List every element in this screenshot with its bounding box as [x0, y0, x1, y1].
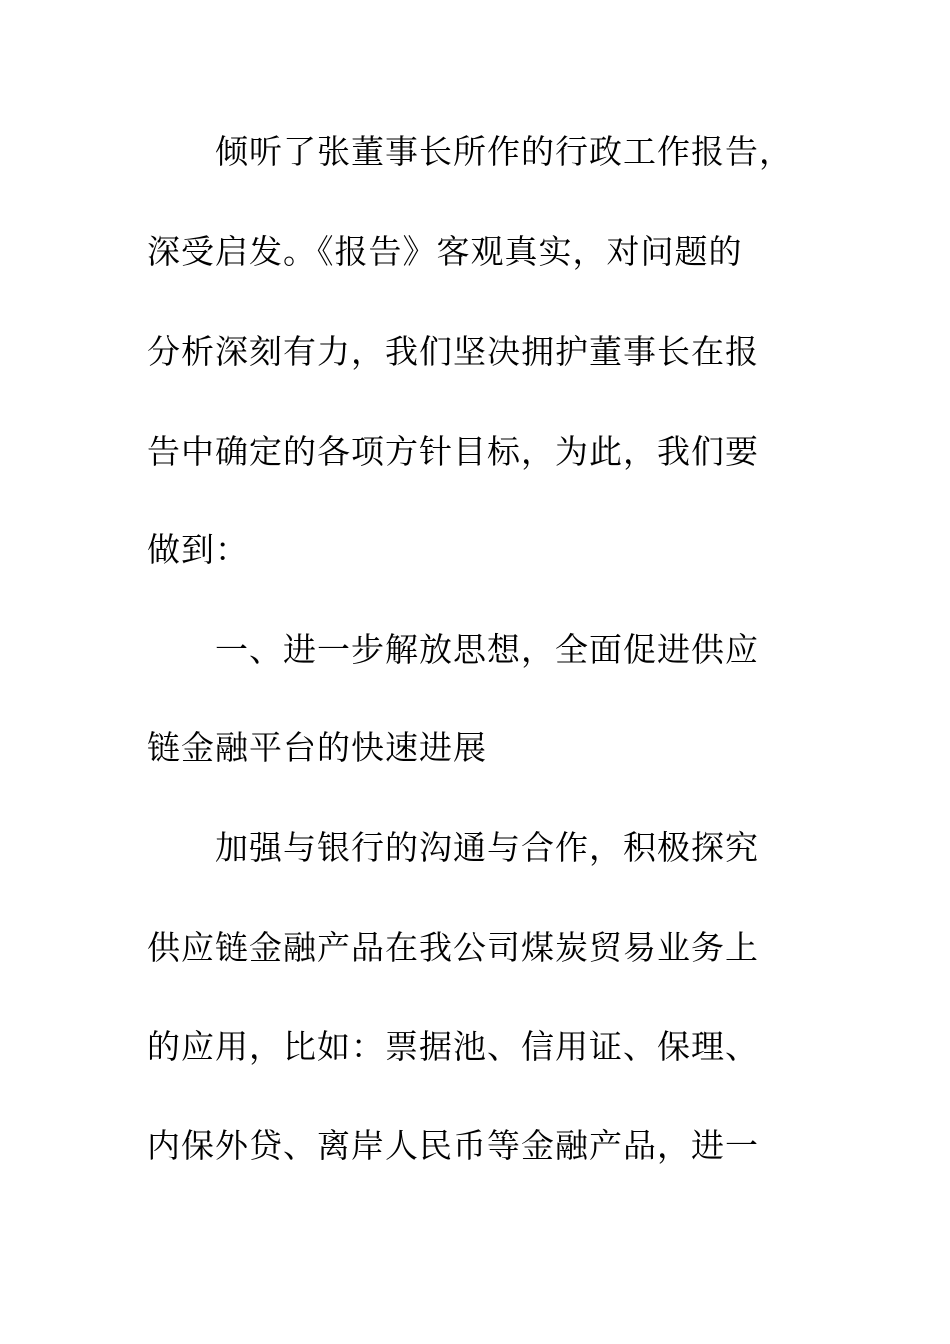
paragraph-1-line-5: 做到：	[147, 530, 249, 569]
paragraph-1-line-1: 倾听了张董事长所作的行政工作报告，	[215, 132, 793, 171]
paragraph-2-line-4: 内保外贷、离岸人民币等金融产品，进一	[147, 1126, 759, 1165]
paragraph-2-line-1: 加强与银行的沟通与合作，积极探究	[215, 828, 759, 867]
paragraph-1-line-4: 告中确定的各项方针目标，为此，我们要	[147, 432, 759, 471]
paragraph-2-line-2: 供应链金融产品在我公司煤炭贸易业务上	[147, 928, 759, 967]
section-heading-line-1: 一、进一步解放思想，全面促进供应	[215, 630, 759, 669]
paragraph-1-line-2: 深受启发。《报告》客观真实，对问题的	[147, 232, 743, 271]
section-heading-line-2: 链金融平台的快速进展	[147, 728, 487, 767]
paragraph-1-line-3: 分析深刻有力，我们坚决拥护董事长在报	[147, 332, 759, 371]
paragraph-2-line-3: 的应用，比如：票据池、信用证、保理、	[147, 1027, 759, 1066]
